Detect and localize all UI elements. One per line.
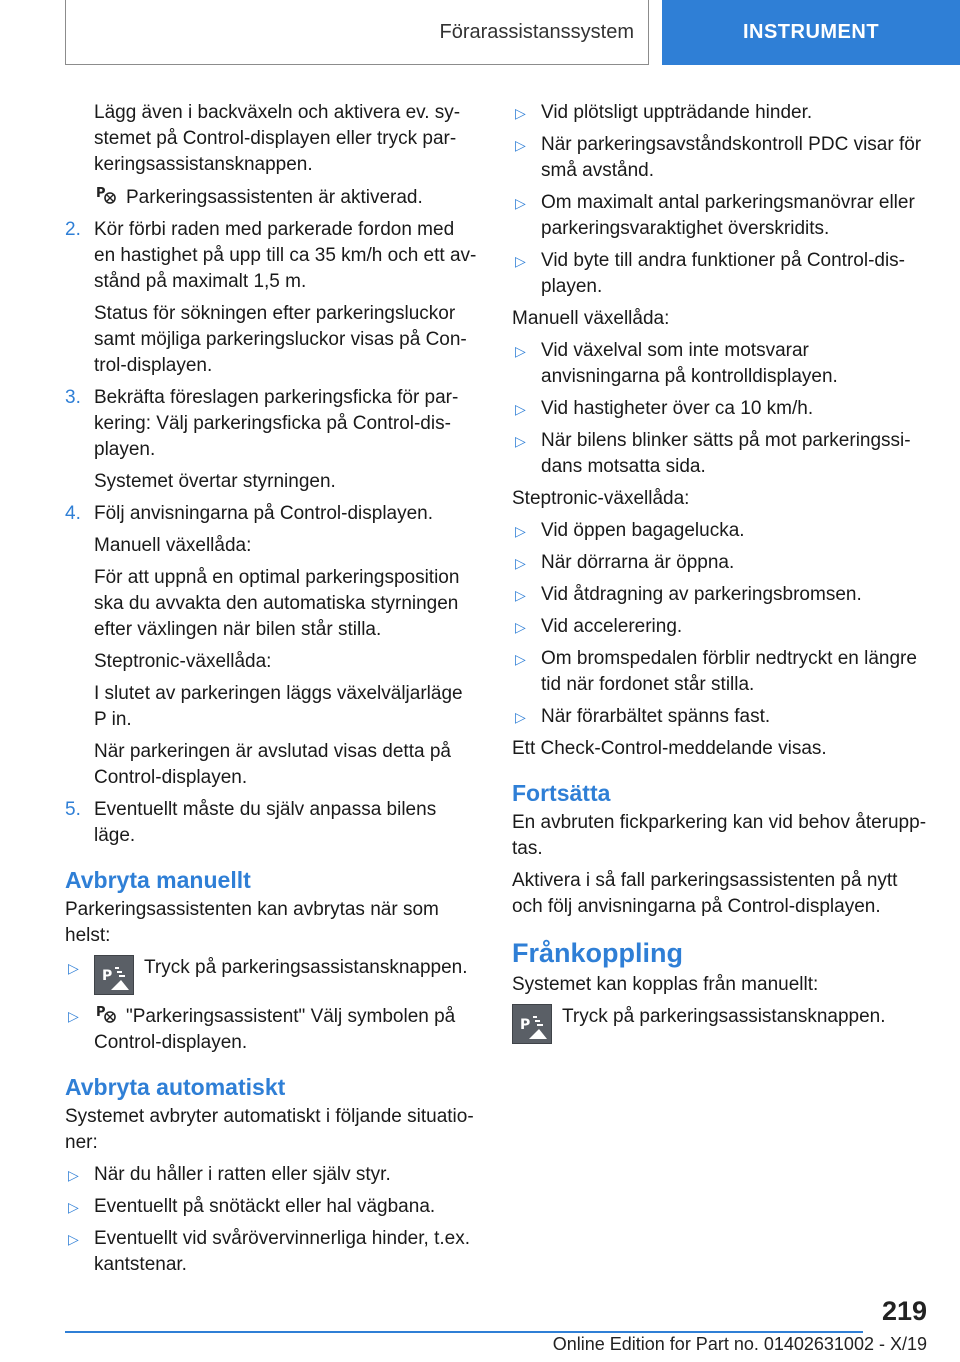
list-item xyxy=(512,646,932,698)
switch-off-intro: Systemet kan kopplas från manuellt: xyxy=(512,974,819,995)
bullet-triangle-icon: ▷ xyxy=(515,401,526,417)
step-text: Följ anvisningarna på Control-displayen. xyxy=(94,503,434,524)
heading-cancel-manual: Avbryta manuellt xyxy=(65,867,251,893)
page-number: 219 xyxy=(881,1296,927,1326)
step-number: 2. xyxy=(65,219,81,240)
bullet-triangle-icon: ▷ xyxy=(68,1008,79,1024)
step-number: 5. xyxy=(65,799,81,820)
section-title: Förarassistanssystem xyxy=(439,20,634,43)
list-item xyxy=(512,704,932,730)
right-column xyxy=(512,100,932,1052)
active-message-text: Parkeringsassistenten är aktiverad. xyxy=(126,187,423,208)
list-item-text: Vid öppen bagagelucka. xyxy=(541,520,745,541)
list-item xyxy=(512,582,932,608)
list-item-text: Vid åtdragning av parkeringsbromsen. xyxy=(541,584,862,605)
list-item xyxy=(512,428,932,480)
list-item xyxy=(512,100,932,126)
parking-assistant-icon xyxy=(94,1003,120,1025)
footer-divider xyxy=(65,1331,863,1333)
list-item-text: Vid byte till andra funktioner på Control-dis-playen. xyxy=(541,250,906,297)
step-5 xyxy=(65,797,480,849)
step-subtext: I slutet av parkeringen läggs växelväljarläge P in. xyxy=(94,683,463,730)
svg-text:P: P xyxy=(96,1005,106,1020)
bullet-triangle-icon: ▷ xyxy=(515,343,526,359)
chapter-title: INSTRUMENT xyxy=(742,21,880,43)
active-message xyxy=(65,184,480,211)
list-item-text: Tryck på parkeringsassistansknappen. xyxy=(144,957,468,978)
step-number: 4. xyxy=(65,503,81,524)
step-3 xyxy=(65,385,480,495)
svg-text:P: P xyxy=(520,1017,531,1033)
list-item-text: Vid växelval som inte motsvarar anvisningarna på kontrolldisplayen. xyxy=(541,340,838,387)
step-list xyxy=(65,217,480,849)
list-item-text: När förarbältet spänns fast. xyxy=(541,706,771,727)
step-4 xyxy=(65,501,480,791)
list-item xyxy=(512,338,932,390)
list-item-text: Vid accelerering. xyxy=(541,616,683,637)
list-item-text: När bilens blinker sätts på mot parkeringssi-dans motsatta sida. xyxy=(541,430,911,477)
list-item-text: När dörrarna är öppna. xyxy=(541,552,735,573)
list-item xyxy=(65,955,480,995)
step-2 xyxy=(65,217,480,379)
parking-button-icon xyxy=(94,955,134,995)
list-item xyxy=(512,190,932,242)
step-subtext: Systemet övertar styrningen. xyxy=(94,471,336,492)
step-subtext: Steptronic-växellåda: xyxy=(94,651,272,672)
intro-text: Lägg även i backväxeln och aktivera ev. sy-stemet på Control-displayen eller tryck par-keringsassistansknappen. xyxy=(94,102,461,175)
svg-text:P: P xyxy=(102,968,113,984)
bullet-triangle-icon: ▷ xyxy=(515,709,526,725)
list-item xyxy=(512,248,932,300)
list-item xyxy=(512,550,932,576)
bullet-triangle-icon: ▷ xyxy=(515,555,526,571)
bullet-triangle-icon: ▷ xyxy=(515,137,526,153)
step-subtext: Manuell växellåda: xyxy=(94,535,252,556)
bullet-triangle-icon: ▷ xyxy=(515,195,526,211)
parking-assistant-icon xyxy=(94,184,120,206)
bullet-triangle-icon: ▷ xyxy=(68,1167,79,1183)
check-control-message: Ett Check-Control-meddelande visas. xyxy=(512,738,827,759)
heading-switch-off: Frånkoppling xyxy=(512,938,683,968)
heading-cancel-auto: Avbryta automatiskt xyxy=(65,1074,286,1100)
bullet-triangle-icon: ▷ xyxy=(515,619,526,635)
list-item xyxy=(512,614,932,640)
left-column xyxy=(65,100,480,1284)
step-number: 3. xyxy=(65,387,81,408)
section-header xyxy=(65,0,649,65)
bullet-triangle-icon: ▷ xyxy=(68,1231,79,1247)
list-item-text: Eventuellt på snötäckt eller hal vägbana. xyxy=(94,1196,436,1217)
switch-off-item xyxy=(512,1004,932,1044)
bullet-triangle-icon: ▷ xyxy=(515,587,526,603)
steptronic-label: Steptronic-växellåda: xyxy=(512,488,690,509)
step-text: Eventuellt måste du själv anpassa bilens läge. xyxy=(94,799,437,846)
step-text: Bekräfta föreslagen parkeringsficka för par-kering: Välj parkeringsficka på Control-dis-playen. xyxy=(94,387,459,460)
heading-continue: Fortsätta xyxy=(512,780,611,806)
list-item xyxy=(65,1226,480,1278)
list-item-text: När du håller i ratten eller själv styr. xyxy=(94,1164,391,1185)
bullet-triangle-icon: ▷ xyxy=(515,105,526,121)
list-item xyxy=(512,396,932,422)
list-item-text: Eventuellt vid svårövervinnerliga hinder, t.ex. kantstenar. xyxy=(94,1228,470,1275)
list-item-text: "Parkeringsassistent" Välj symbolen på Control-displayen. xyxy=(94,1006,456,1053)
footer-edition: Online Edition for Part no. 01402631002 - X/19 xyxy=(552,1334,927,1354)
bullet-triangle-icon: ▷ xyxy=(68,1199,79,1215)
step-subtext: Status för sökningen efter parkeringsluckor samt möjliga parkeringsluckor visas på Con-trol-displayen. xyxy=(94,303,467,376)
manual-gearbox-label: Manuell växellåda: xyxy=(512,308,670,329)
list-item xyxy=(65,1194,480,1220)
bullet-triangle-icon: ▷ xyxy=(515,651,526,667)
bullet-triangle-icon: ▷ xyxy=(515,253,526,269)
list-item xyxy=(65,1162,480,1188)
step-subtext: När parkeringen är avslutad visas detta på Control-displayen. xyxy=(94,741,451,788)
continue-text-2: Aktivera i så fall parkeringsassistenten på nytt och följ anvisningarna på Control-displayen. xyxy=(512,870,898,917)
chapter-tab[interactable] xyxy=(662,0,960,65)
list-item-text: När parkeringsavståndskontroll PDC visar för små avstånd. xyxy=(541,134,922,181)
list-item xyxy=(65,1003,480,1056)
step-text: Kör förbi raden med parkerade fordon med en hastighet på upp till ca 35 km/h och ett av-stånd på maximalt 1,5 m. xyxy=(94,219,477,292)
bullet-triangle-icon: ▷ xyxy=(515,433,526,449)
list-item-text: Vid plötsligt uppträdande hinder. xyxy=(541,102,813,123)
step-subtext: För att uppnå en optimal parkeringsposition ska du avvakta den automatiska styrningen efter växlingen när bilen står stilla. xyxy=(94,567,460,640)
cancel-auto-intro: Systemet avbryter automatiskt i följande situatio-ner: xyxy=(65,1106,474,1153)
parking-button-icon xyxy=(512,1004,552,1044)
list-item-text: Vid hastigheter över ca 10 km/h. xyxy=(541,398,814,419)
bullet-triangle-icon: ▷ xyxy=(68,960,79,976)
bullet-triangle-icon: ▷ xyxy=(515,523,526,539)
svg-text:P: P xyxy=(96,186,106,201)
cancel-manual-intro: Parkeringsassistenten kan avbrytas när som helst: xyxy=(65,899,439,946)
list-item-text: Om bromspedalen förblir nedtryckt en längre tid när fordonet står stilla. xyxy=(541,648,917,695)
continue-text-1: En avbruten fickparkering kan vid behov återupp-tas. xyxy=(512,812,927,859)
switch-off-text: Tryck på parkeringsassistansknappen. xyxy=(562,1006,886,1027)
list-item xyxy=(512,132,932,184)
list-item xyxy=(512,518,932,544)
list-item-text: Om maximalt antal parkeringsmanövrar eller parkeringsvaraktighet överskridits. xyxy=(541,192,915,239)
